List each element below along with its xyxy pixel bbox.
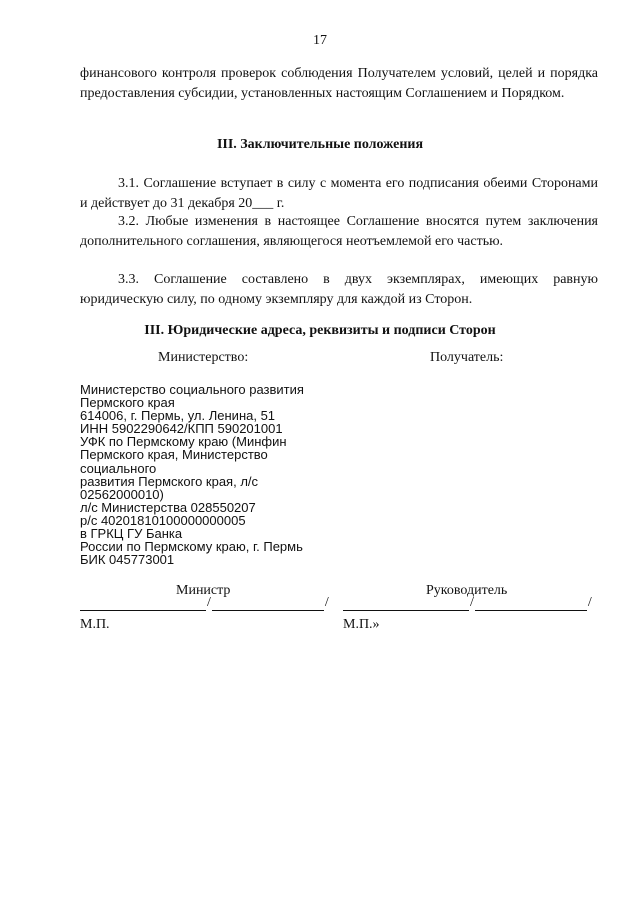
director-stamp-place: М.П.» [343, 617, 380, 632]
intro-paragraph: финансового контроля проверок соблюдения Получателем условий, целей и порядка предоставления субсидии, установленных настоящим Соглашением и Порядком. [80, 66, 598, 101]
ministry-detail-line: Пермского края [80, 395, 175, 411]
minister-signature-title: Министр [176, 583, 231, 598]
minister-signature-line [80, 595, 330, 613]
ministry-detail-line: социального [80, 460, 157, 476]
clause-3-2: 3.2. Любые изменения в настоящее Соглашение вносятся путем заключения дополнительного соглашения, являющегося неотъемлемой его частью. [80, 214, 598, 249]
section-final-heading: III. Заключительные положения [216, 137, 424, 152]
signature-blank [212, 596, 324, 611]
ministry-detail-line: Пермского края, Министерство [80, 447, 268, 463]
recipient-label: Получатель: [430, 350, 504, 365]
ministry-detail-line: развития Пермского края, л/с [80, 473, 259, 489]
ministry-detail-line: л/с Министерства 028550207 [80, 499, 256, 515]
ministry-detail-line: УФК по Пермскому краю (Минфин [80, 434, 287, 450]
director-signature-title: Руководитель [426, 583, 508, 598]
signature-slash: / [207, 595, 211, 610]
ministry-detail-line: 614006, г. Пермь, ул. Ленина, 51 [80, 408, 276, 424]
signature-slash: / [470, 595, 474, 610]
clause-3-1: 3.1. Соглашение вступает в силу с момента его подписания обеими Сторонами и действует до 31 декабря 20___ г. [80, 176, 598, 211]
section-addresses-heading: III. Юридические адреса, реквизиты и подписи Сторон [144, 323, 496, 338]
signature-slash: / [587, 595, 592, 610]
ministry-label: Министерство: [158, 350, 249, 365]
ministry-detail-line: р/с 40201810100000000005 [80, 512, 246, 528]
ministry-detail-line: 02562000010) [80, 486, 164, 502]
signature-slash: / [324, 595, 329, 610]
ministry-detail-line: в ГРКЦ ГУ Банка [80, 526, 183, 542]
director-signature-line [343, 595, 593, 613]
ministry-detail-line: Министерство социального развития [80, 382, 304, 397]
ministry-detail-line: ИНН 5902290642/КПП 590201001 [80, 421, 283, 437]
clause-3-3: 3.3. Соглашение составлено в двух экземплярах, имеющих равную юридическую силу, по одному экземпляру для каждой из Сторон. [80, 272, 598, 307]
ministry-detail-line: России по Пермскому краю, г. Пермь [80, 539, 303, 555]
ministry-details [80, 383, 304, 566]
ministry-detail-line: БИК 045773001 [80, 552, 175, 568]
page-number: 17 [313, 33, 327, 48]
signature-blank [80, 596, 206, 611]
signature-blank [343, 596, 469, 611]
signature-blank [475, 596, 587, 611]
minister-stamp-place: М.П. [80, 617, 110, 632]
